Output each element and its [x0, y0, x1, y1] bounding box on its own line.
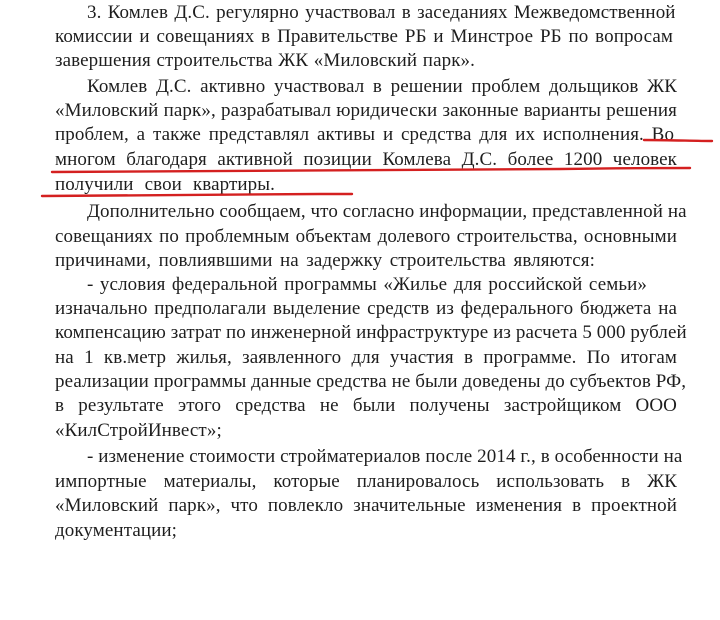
text-line: импортные материалы, которые планировалось использовать в ЖК [55, 471, 677, 492]
text-line: Комлев Д.С. активно участвовал в решении проблем дольщиков ЖК [87, 76, 677, 97]
text-line: получили свои квартиры. [55, 174, 275, 195]
text-line: «Миловский парк», что повлекло значительные изменения в проектной [55, 495, 677, 516]
text-line: проблем, а также представлял активы и средства для их исполнения. Во [55, 124, 675, 145]
text-line: совещаниях по проблемным объектам долевого строительства, основными [55, 226, 677, 247]
text-line: - условия федеральной программы «Жилье для российской семьи» [87, 274, 647, 295]
text-line: документации; [55, 520, 178, 541]
text-line: комиссии и совещаниях в Правительстве РБ и Минстрое РБ по вопросам [55, 26, 674, 47]
text-line: Дополнительно сообщаем, что согласно информации, представленной на [87, 201, 687, 222]
text-line: реализации программы данные средства не были доведены до субъектов РФ, [55, 371, 687, 392]
text-line: на 1 кв.метр жилья, заявленного для участия в программе. По итогам [55, 347, 677, 368]
text-line: многом благодаря активной позиции Комлева Д.С. более 1200 человек [55, 149, 677, 170]
text-line: компенсацию затрат по инженерной инфраструктуре из расчета 5 000 рублей [55, 322, 687, 343]
text-line: завершения строительства ЖК «Миловский парк». [55, 50, 475, 71]
text-line: 3. Комлев Д.С. регулярно участвовал в заседаниях Межведомственной [87, 2, 676, 23]
text-line: в результате этого средства не были получены застройщиком ООО [55, 395, 677, 416]
text-line: «Миловский парк», разрабатывал юридически законные варианты решения [55, 100, 677, 121]
text-line: причинами, повлиявшими на задержку строительства являются: [55, 250, 595, 271]
text-line: - изменение стоимости стройматериалов после 2014 г., в особенности на [87, 446, 683, 467]
text-line: «КилСтройИнвест»; [55, 420, 222, 441]
text-line: изначально предполагали выделение средств из федерального бюджета на [55, 298, 677, 319]
